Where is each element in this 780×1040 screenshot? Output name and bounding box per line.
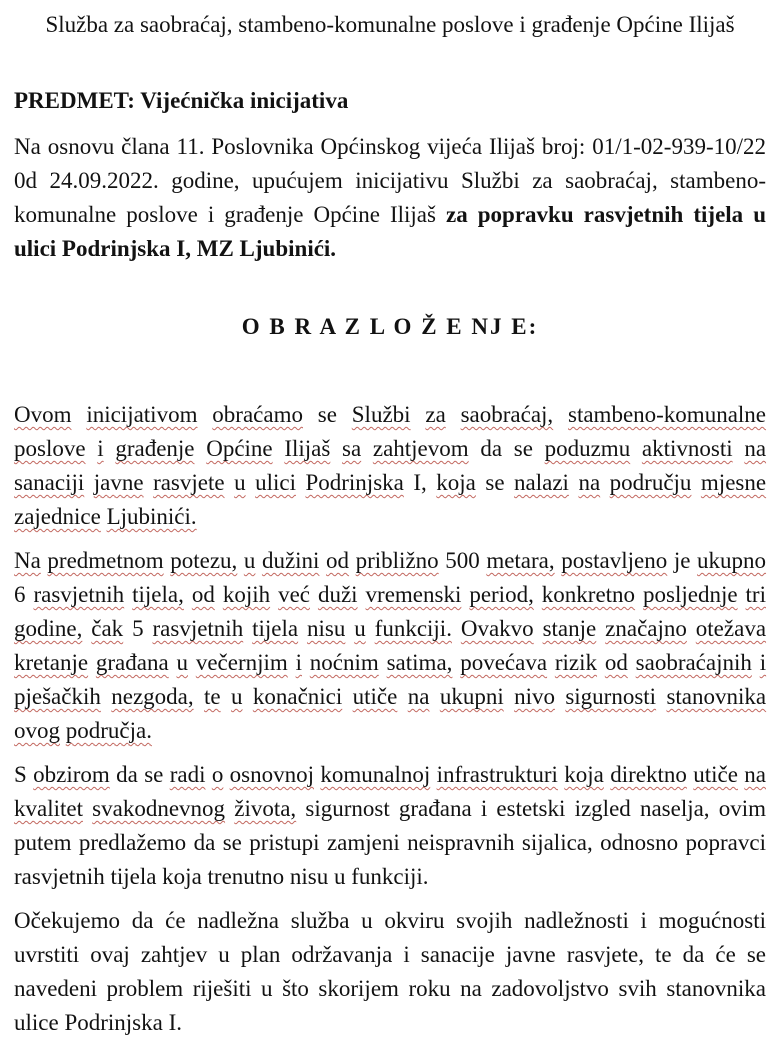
misspelled-word: saobraćaj,: [460, 402, 554, 427]
misspelled-word: zajednice: [14, 504, 101, 529]
misspelled-word: pješačkih: [14, 684, 101, 709]
misspelled-word: nisu: [307, 616, 346, 641]
misspelled-word: rasvjetnih: [152, 616, 244, 641]
body-paragraph: S obzirom da se radi o osnovnoj komunalnoj infrastrukturi koja direktno utiče na kvalitet svakodnevnog života, sigurnost građana i estetski izgled naselja, ovim putem predlažemo da se pristupi zamjeni neispravnih sijalica, odnosno popravci rasvjetnih tijela koja trenutno nisu u funkciji.: [14, 762, 767, 889]
misspelled-word: života,: [234, 796, 297, 821]
misspelled-word: sanaciji: [14, 470, 85, 495]
misspelled-word: tijela,: [132, 582, 184, 607]
misspelled-word: satima,: [386, 650, 453, 675]
misspelled-word: predmetnom: [47, 548, 164, 573]
misspelled-word: komunalnoj: [320, 762, 431, 787]
misspelled-word: na: [744, 762, 766, 787]
misspelled-word: Ilijaš: [284, 436, 331, 461]
misspelled-word: obzirom: [33, 762, 110, 787]
body-paragraph: Očekujemo da će nadležna služba u okviru svojih nadležnosti i mogućnosti uvrstiti ovaj zahtjev u plan održavanja i sanacije javne rasvjete, te da će se navedeni problem riješiti u što skorijem roku na zadovoljstvo svih stanovnika ulice Podrinjska I.: [14, 908, 766, 1035]
misspelled-word: i: [295, 650, 302, 675]
misspelled-word: ukupno: [697, 548, 767, 573]
misspelled-word: aktivnosti: [641, 436, 733, 461]
misspelled-word: javne: [93, 470, 144, 495]
misspelled-word: u: [230, 684, 243, 709]
misspelled-word: području: [609, 470, 692, 495]
misspelled-word: večernjim: [195, 650, 288, 675]
misspelled-word: stanje: [542, 616, 597, 641]
misspelled-word: tri: [745, 582, 766, 607]
misspelled-word: funkciji.: [374, 616, 452, 641]
misspelled-word: obraćamo: [212, 402, 303, 427]
misspelled-word: u: [176, 650, 188, 675]
misspelled-word: nezgoda,: [111, 684, 194, 709]
misspelled-word: poduzmu: [544, 436, 631, 461]
misspelled-word: zahtjevom: [372, 436, 469, 461]
misspelled-word: potezu,: [170, 548, 238, 573]
misspelled-word: osnovnoj: [229, 762, 314, 787]
misspelled-word: posljednje: [643, 582, 738, 607]
misspelled-word: Podrinjska: [305, 470, 404, 495]
misspelled-word: od: [191, 582, 215, 607]
misspelled-word: i: [759, 650, 767, 675]
misspelled-word: sa: [342, 436, 362, 461]
misspelled-word: rasvjete: [153, 470, 225, 495]
misspelled-word: u: [234, 470, 246, 495]
misspelled-word: kretanje: [14, 650, 89, 675]
misspelled-word: Ljubinići.: [106, 504, 197, 529]
misspelled-word: konačnici: [252, 684, 343, 709]
subject-heading: PREDMET: Vijećnička inicijativa: [14, 88, 349, 113]
misspelled-word: Ovom: [14, 402, 72, 427]
misspelled-word: koja: [436, 470, 476, 495]
misspelled-word: period,: [469, 582, 534, 607]
misspelled-word: utiče: [352, 684, 398, 709]
misspelled-word: Službi: [351, 402, 411, 427]
misspelled-word: za: [425, 402, 446, 427]
misspelled-word: kvalitet: [14, 796, 83, 821]
misspelled-word: od: [326, 548, 350, 573]
misspelled-word: u: [243, 548, 256, 573]
misspelled-word: godine,: [14, 616, 83, 641]
misspelled-word: duži: [317, 582, 358, 607]
body-paragraph: Ovom inicijativom obraćamo se Službi za saobraćaj, stambeno-komunalne poslove i građenje Općine Ilijaš sa zahtjevom da se poduzmu aktivnosti na sanaciji javne rasvjete u ulici Podrinjska I, koja se nalazi na području mjesne zajednice Ljubinići.: [14, 402, 767, 529]
misspelled-word: od: [604, 650, 628, 675]
misspelled-word: inicijativom: [86, 402, 198, 427]
misspelled-word: u: [354, 616, 366, 641]
misspelled-word: utiče: [693, 762, 738, 787]
misspelled-word: stambeno-komunalne: [568, 402, 767, 427]
misspelled-word: otežava: [695, 616, 767, 641]
misspelled-word: rasvjetnih: [33, 582, 125, 607]
misspelled-word: približno: [355, 548, 439, 573]
misspelled-word: vremenski: [365, 582, 462, 607]
misspelled-word: Ovakvo: [460, 616, 534, 641]
misspelled-word: povećava: [460, 650, 548, 675]
misspelled-word: građana: [95, 650, 169, 675]
misspelled-word: poslove: [14, 436, 86, 461]
misspelled-word: na: [578, 470, 601, 495]
misspelled-word: dužini: [261, 548, 320, 573]
misspelled-word: značajno: [605, 616, 687, 641]
misspelled-word: o: [211, 762, 224, 787]
misspelled-word: područja.: [65, 718, 152, 743]
misspelled-word: metara,: [486, 548, 555, 573]
misspelled-word: na: [407, 684, 430, 709]
misspelled-word: saobraćajnih: [635, 650, 752, 675]
misspelled-word: građenje: [115, 436, 195, 461]
misspelled-word: infrastrukturi: [436, 762, 558, 787]
misspelled-word: sigurnosti: [565, 684, 657, 709]
misspelled-word: konkretno: [541, 582, 636, 607]
misspelled-word: ulici: [255, 470, 296, 495]
section-heading: O B R A Z L O Ž E NJ E:: [241, 314, 539, 339]
misspelled-word: već: [278, 582, 310, 607]
misspelled-word: nivo: [514, 684, 555, 709]
misspelled-word: tijela: [252, 616, 299, 641]
misspelled-word: čak: [91, 616, 124, 641]
misspelled-word: direktno: [610, 762, 687, 787]
intro-paragraph: Na osnovu člana 11. Poslovnika Općinskog vijeća Ilijaš broj: 01/1-02-939-10/22 0d 24.09.2022. godine, upućujem inicijativu Službi za saobraćaj, stambeno-komunalne poslove i građenje Općine Ilijaš za popravku rasvjetnih tijela u ulici Podrinjska I, MZ Ljubinići.: [14, 134, 767, 261]
misspelled-word: nalazi: [514, 470, 569, 495]
misspelled-word: mjesne: [700, 470, 767, 495]
misspelled-word: Općine: [206, 436, 273, 461]
misspelled-word: ukupni: [439, 684, 504, 709]
misspelled-word: koja: [564, 762, 604, 787]
misspelled-word: te: [204, 684, 221, 709]
misspelled-word: svakodnevnog: [92, 796, 226, 821]
body-paragraphs: [14, 398, 766, 1040]
misspelled-word: stanovnika: [666, 684, 767, 709]
body-paragraph: Na predmetnom potezu, u dužini od približno 500 metara, postavljeno je ukupno 6 rasvjetnih tijela, od kojih već duži vremenski period, konkretno posljednje tri godine, čak 5 rasvjetnih tijela nisu u funkciji. Ovakvo stanje značajno otežava kretanje građana u večernjim i noćnim satima, povećava rizik od saobraćajnih i pješačkih nezgoda, te u konačnici utiče na ukupni nivo sigurnosti stanovnika ovog područja.: [14, 548, 767, 743]
misspelled-word: radi: [169, 762, 206, 787]
misspelled-word: Na: [14, 548, 41, 573]
bold-run: za popravku rasvjetnih tijela u ulici Podrinjska I, MZ Ljubinići.: [14, 202, 767, 261]
misspelled-word: na: [744, 436, 767, 461]
misspelled-word: noćnim: [309, 650, 379, 675]
recipient-title: Služba za saobraćaj, stambeno-komunalne poslove i građenje Općine Ilijaš: [45, 12, 735, 37]
misspelled-word: i: [97, 436, 104, 461]
misspelled-word: postavljeno: [561, 548, 668, 573]
misspelled-word: kojih: [222, 582, 271, 607]
misspelled-word: rizik: [554, 650, 598, 675]
misspelled-word: ovog: [14, 718, 60, 743]
